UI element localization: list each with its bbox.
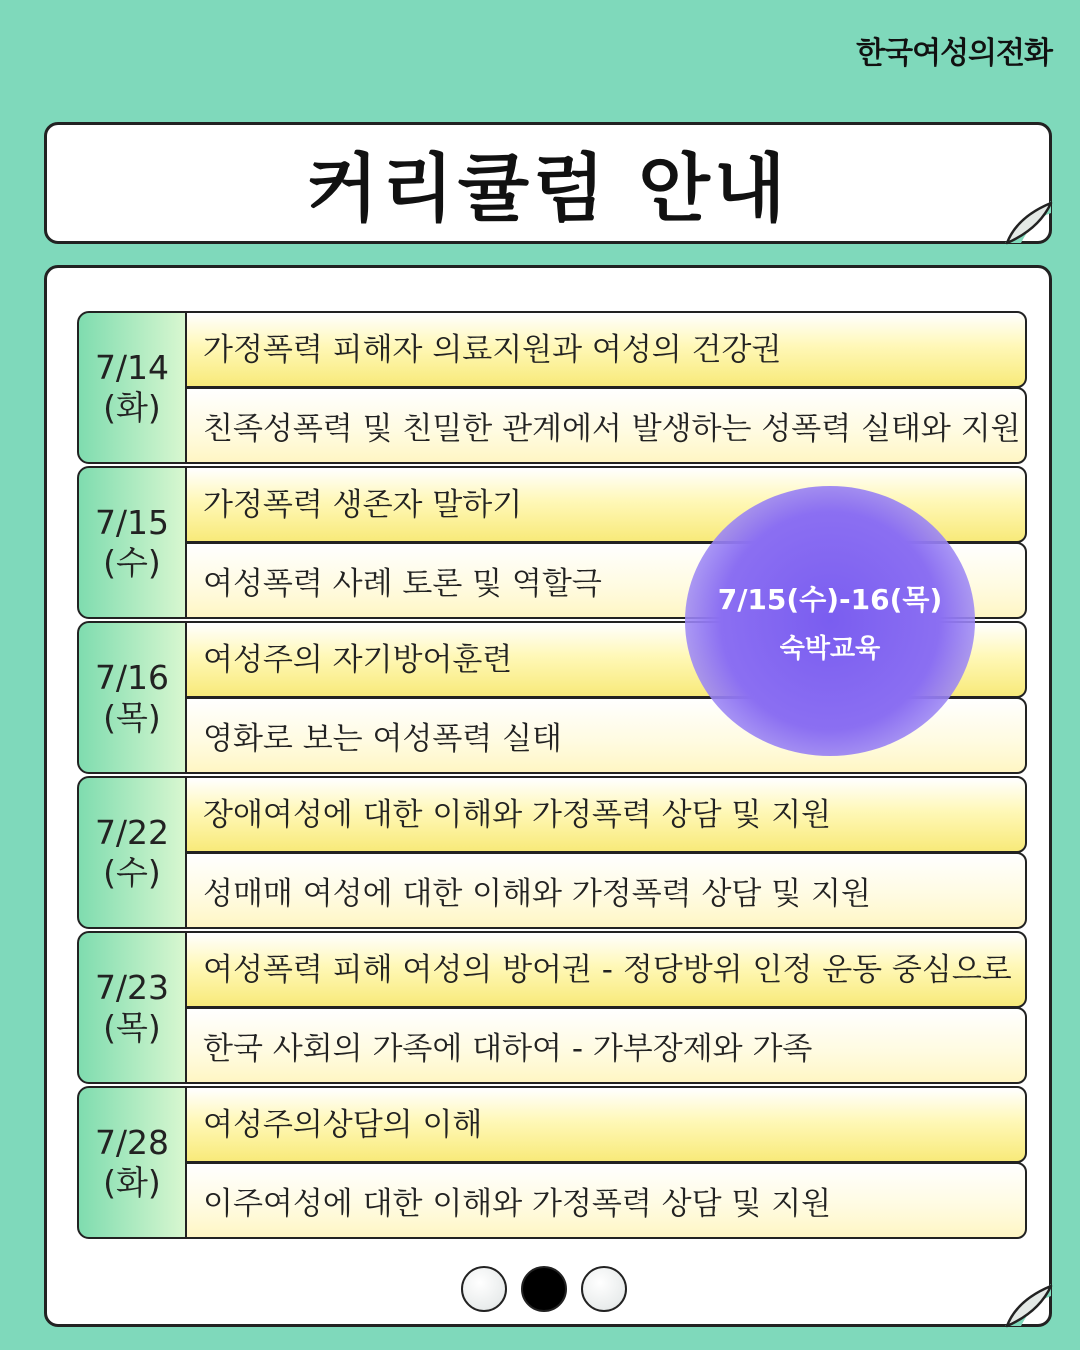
schedule-table — [77, 311, 1027, 1241]
page-curl-icon — [1003, 199, 1053, 245]
date-label: 7/23 — [94, 967, 170, 1007]
curriculum-card — [44, 265, 1052, 1327]
session-row: 가정폭력 생존자 말하기 — [185, 466, 1027, 543]
date-label: 7/14 — [94, 347, 170, 387]
date-label: 7/22 — [94, 812, 170, 852]
date-cell — [77, 931, 187, 1084]
session-row: 여성폭력 피해 여성의 방어권 - 정당방위 인정 운동 중심으로 — [185, 931, 1027, 1008]
date-cell — [77, 311, 187, 464]
session-row: 친족성폭력 및 친밀한 관계에서 발생하는 성폭력 실태와 지원 — [185, 387, 1027, 464]
session-row: 성매매 여성에 대한 이해와 가정폭력 상담 및 지원 — [185, 852, 1027, 929]
weekday-label: (수) — [103, 852, 161, 892]
lodging-badge — [685, 486, 975, 756]
date-cell — [77, 621, 187, 774]
pagination-dots — [461, 1266, 627, 1312]
schedule-day-group — [77, 776, 1027, 931]
page-dot[interactable] — [581, 1266, 627, 1312]
page-title: 커리큘럼 안내 — [306, 146, 790, 232]
weekday-label: (화) — [103, 1162, 161, 1202]
weekday-label: (목) — [103, 1007, 161, 1047]
session-row: 가정폭력 피해자 의료지원과 여성의 건강권 — [185, 311, 1027, 388]
session-row: 여성주의상담의 이해 — [185, 1086, 1027, 1163]
session-row: 이주여성에 대한 이해와 가정폭력 상담 및 지원 — [185, 1162, 1027, 1239]
brand-logo: 한국여성의전화 — [856, 36, 1052, 71]
page-dot[interactable] — [461, 1266, 507, 1312]
session-row: 여성주의 자기방어훈련 — [185, 621, 1027, 698]
badge-dates: 7/15(수)-16(목) — [717, 582, 943, 616]
weekday-label: (화) — [103, 387, 161, 427]
session-row: 여성폭력 사례 토론 및 역할극 — [185, 542, 1027, 619]
page-curl-icon — [1003, 1282, 1053, 1328]
weekday-label: (목) — [103, 697, 161, 737]
page-dot[interactable] — [521, 1266, 567, 1312]
date-cell — [77, 466, 187, 619]
date-cell — [77, 1086, 187, 1239]
schedule-day-group — [77, 1086, 1027, 1241]
session-row: 장애여성에 대한 이해와 가정폭력 상담 및 지원 — [185, 776, 1027, 853]
date-cell — [77, 776, 187, 929]
badge-label: 숙박교육 — [779, 633, 881, 664]
schedule-day-group — [77, 311, 1027, 466]
weekday-label: (수) — [103, 542, 161, 582]
title-card — [44, 122, 1052, 244]
date-label: 7/16 — [94, 657, 170, 697]
session-row: 영화로 보는 여성폭력 실태 — [185, 697, 1027, 774]
schedule-day-group — [77, 931, 1027, 1086]
date-label: 7/15 — [94, 502, 170, 542]
session-row: 한국 사회의 가족에 대하여 - 가부장제와 가족 — [185, 1007, 1027, 1084]
date-label: 7/28 — [94, 1122, 170, 1162]
